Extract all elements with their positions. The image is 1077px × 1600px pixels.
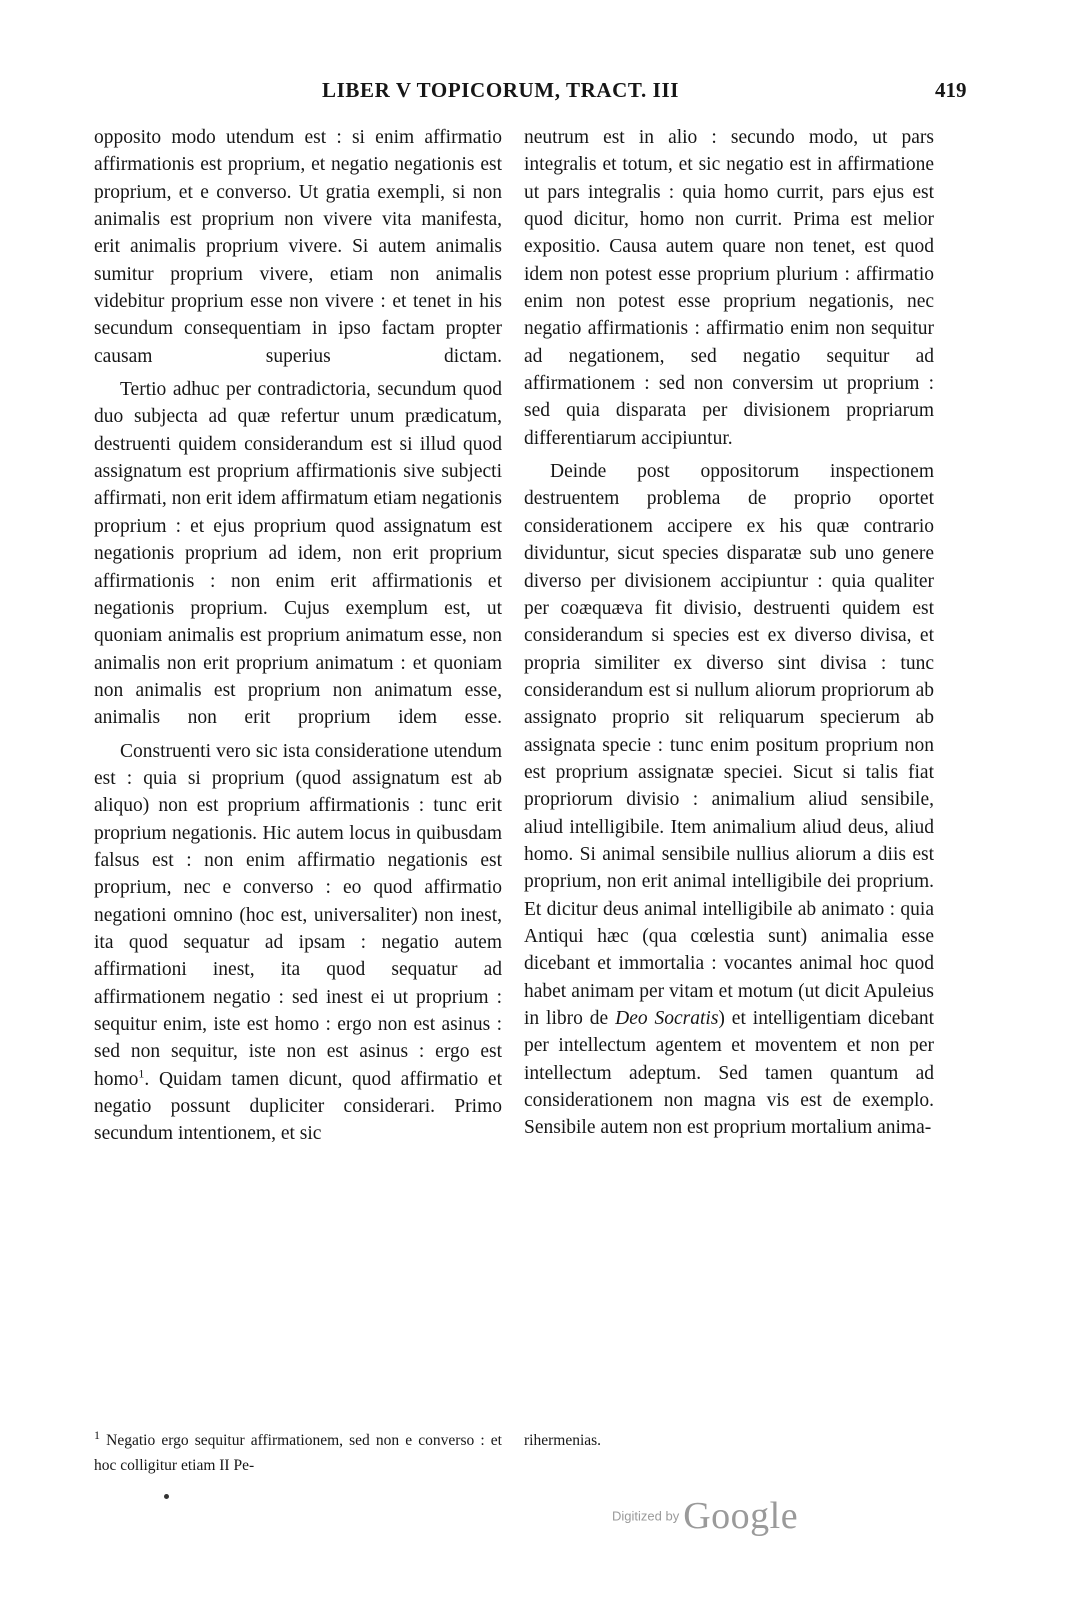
right-paragraph-1: neutrum est in alio : secundo modo, ut pars integralis et totum, et sic negatio est in affirmatione ut pars integralis : quia homo currit, pars ejus est quod dicitur, homo non currit. Prima est melior expositio. Causa autem quare non tenet, est quod idem non potest esse proprium plurium : affirmatio enim non potest esse proprium negationis, nec negatio affirmationis : affirmatio enim non sequitur ad negationem, sed negatio sequitur ad affirmationem : sed non conversim ut proprium : sed quia disparata per divisionem propriarum differentiarum accipiuntur. [524, 127, 934, 449]
left-paragraph-2: Tertio adhuc per contradictoria, secundum quod duo subjecta ad quæ refertur unum prædicatum, destruenti quidem considerandum est si illud quod assignatum est proprium affirmationis sive subjecti affirmati, non erit idem affirmatum etiam negationis proprium : et ejus proprium quod assignatum est negationis proprium ad idem, non erit proprium affirmationis : non enim erit affirmationis et negationis proprium. Cujus exemplum est, ut quoniam animalis est proprium animatum esse, non animalis non erit proprium animatum : et quoniam non animalis est proprium non animatum esse, animalis non erit proprium idem esse. [94, 379, 502, 729]
footnote [94, 1428, 502, 1478]
right-paragraph-2-tail: ) et intelligentiam dicebant per intellectum agentem et moventem et non per intellectum adeptum. Sed tamen quantum ad considerationem non magna vis est de exemplo. Sensibile autem non est proprium mortalium anima- [524, 1008, 935, 1139]
watermark-digitized-by: Digitized by [612, 1508, 680, 1524]
footnote-mark: 1 [94, 1427, 100, 1442]
footnote-text-left: Negatio ergo sequitur affirmationem, sed non e converso : et hoc colligitur etiam II Pe- [94, 1432, 502, 1474]
page-header [0, 78, 1077, 110]
footnote-continuation: rihermenias. [524, 1432, 602, 1449]
right-paragraph-2-text: Deinde post oppositorum inspectionem destruentem problema de proprio oportet considerationem accipere ex his quæ contrario dividuntur, sicut species disparatæ sub uno genere diverso per divisionem accipiuntur : quia qualiter per coæquæva fit divisio, destruenti quidem est considerandum si species est ex diverso divisa, et propria similiter ex diverso sint divisa : tunc considerandum est si nullum aliorum propriorum ab assignato proprio sit reliquarum specierum ab assignata specie : tunc enim positum proprium non est proprium assignatæ speciei. Sicut si talis fiat propriorum divisio : animalium aliud sensibile, aliud intelligibile. Item animalium aliud deus, aliud homo. Si animal sensibile nullius aliorum a diis est proprium, non erit animal intelligibile dei proprium. Et dicitur deus animal intelligibile ab animato : quia Antiqui hæc (qua cœlestia sunt) animalia esse dicebant et immortalia : vocantes animal hoc quod habet animam per vitam et motum (ut dicit Apuleius in libro de [524, 461, 934, 1029]
left-column [94, 124, 502, 1148]
page-number: 419 [935, 78, 967, 102]
book-title-italic: Deo Socratis [615, 1008, 719, 1029]
left-paragraph-3-text: Construenti vero sic ista consideratione utendum est : quia si proprium (quod assignatum est ab aliquo) non est proprium affirmationis : tunc erit proprium negationis. Hic autem locus in quibusdam falsus est : non enim affirmatio negationis est proprium, nec e converso : eo quod affirmatio negationi omnino (hoc est, universaliter) non inest, ita quod sequatur ad ipsam : negatio autem affirmationi inest, ita quod sequatur ad affirmationem negatio : sed inest ei ut proprium : sequitur enim, iste est homo : ergo non est asinus : sed non sequitur, iste non est asinus : ergo est homo [94, 740, 502, 1090]
watermark-google-logo: Google [683, 1495, 799, 1537]
footnote-reference: 1 [138, 1066, 145, 1081]
google-watermark [612, 1494, 798, 1538]
bullet-dot [164, 1494, 169, 1499]
right-column [524, 124, 934, 1142]
left-paragraph-3-tail: . Quidam tamen dicunt, quod affirmatio et negatio possunt dupliciter considerari. Primo secundum intentionem, et sic [94, 1068, 502, 1145]
left-paragraph-3 [94, 738, 502, 1148]
running-head: LIBER V TOPICORUM, TRACT. III [322, 78, 679, 102]
left-paragraph-1: opposito modo utendum est : si enim affirmatio affirmationis est proprium, et negatio negationis est proprium, et e converso. Ut gratia exempli, si non animalis est proprium non vivere vita manifesta, erit animalis proprium vivere. Si autem animalis sumitur proprium vivere, etiam non animalis videbitur proprium esse non vivere : et tenet in his secundum consequentiam in ipso factam propter causam superius dictam. [94, 127, 502, 367]
right-paragraph-2 [524, 458, 934, 1142]
